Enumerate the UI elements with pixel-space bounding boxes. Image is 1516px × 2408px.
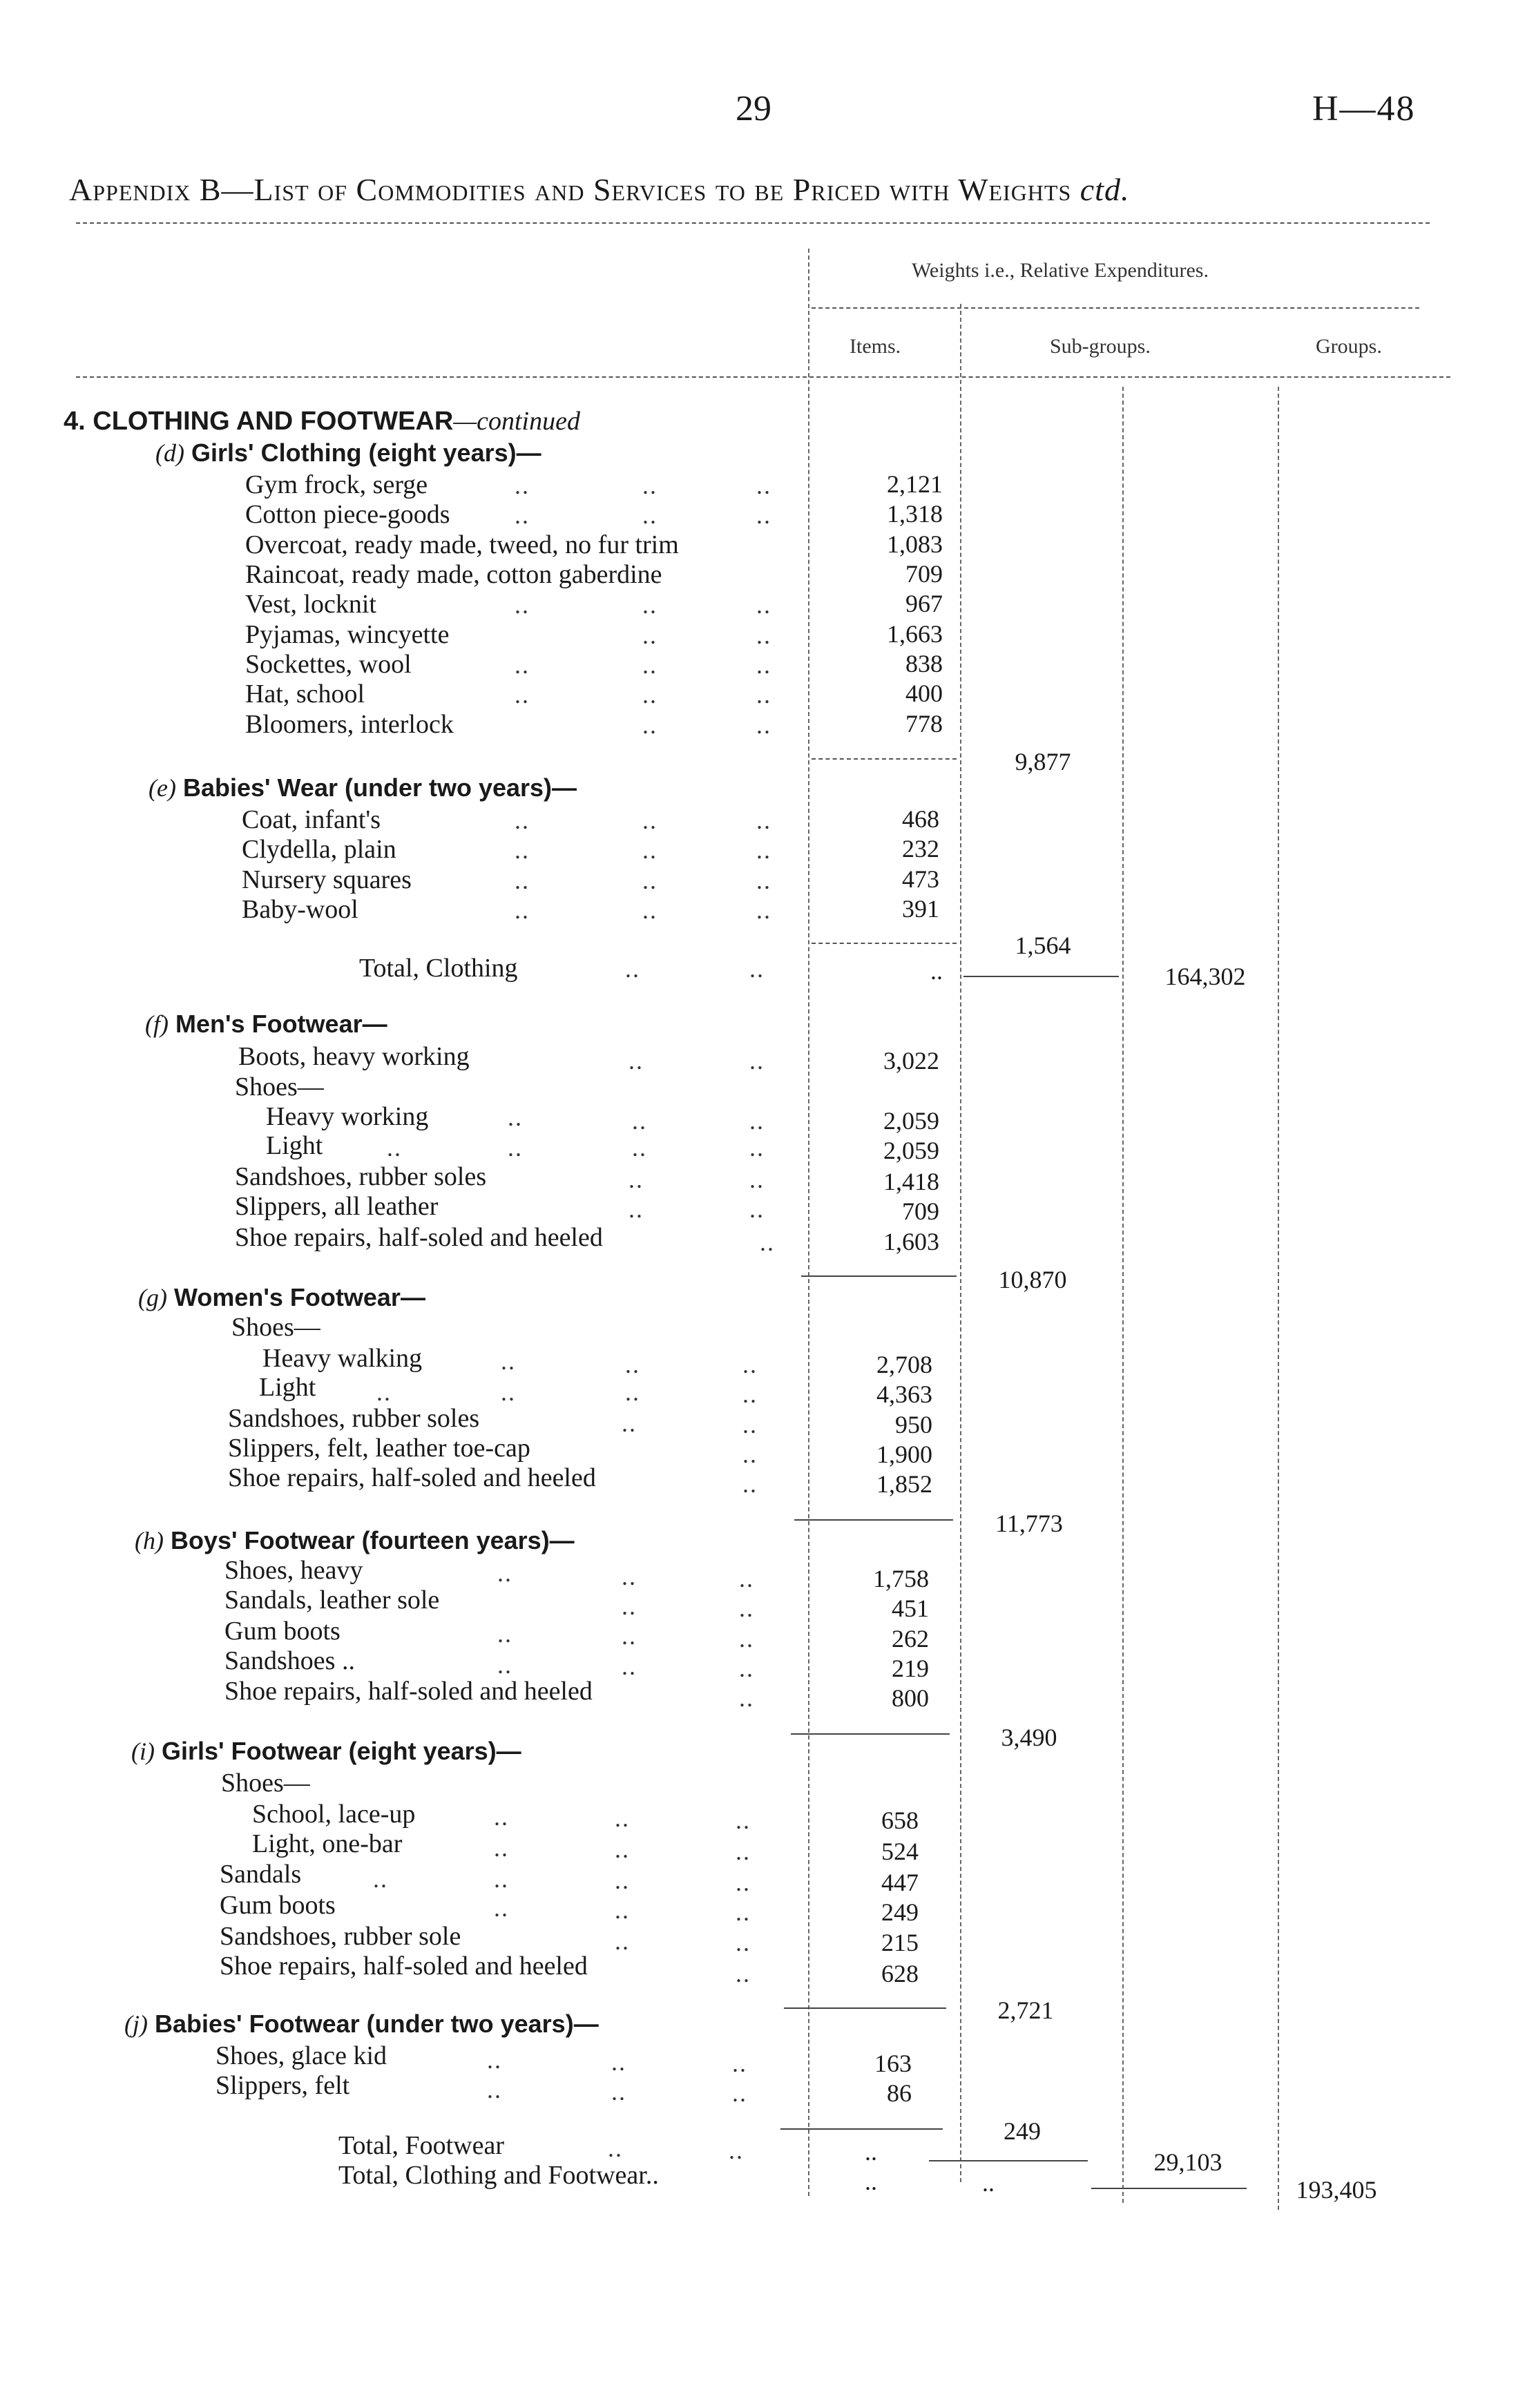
item-value: 800 [892,1684,929,1712]
leader-dots: .. [615,1867,630,1894]
leader-dots: .. [387,1134,402,1162]
item-name: Cotton piece-goods [245,500,450,529]
item-value: 658 [881,1807,919,1834]
leader-dots: .. [622,1563,637,1590]
leader-dots: .. [756,501,771,529]
subgroup-total-h: 3,490 [1001,1724,1057,1751]
leader-dots: .. [732,2079,747,2107]
leader-dots: .. [732,2050,747,2077]
item-value: 778 [905,710,943,738]
leader-dots: .. [497,1559,512,1587]
leader-dots: .. [739,1625,754,1653]
item-name: Pyjamas, wincyette [245,620,450,649]
item-name: Gum boots [224,1617,340,1646]
leader-dots: .. [611,2048,626,2076]
subgroup-total-d: 9,877 [1015,748,1071,776]
leader-dots: .. [508,1134,523,1162]
subgroup-heading-e [148,773,577,802]
item-value: 709 [902,1197,939,1225]
item-value: 1,900 [876,1441,932,1468]
item-value: 232 [902,835,939,863]
document-reference: H—48 [1312,89,1416,128]
leader-dots: .. [611,2078,626,2106]
subtotal-rule [801,1275,957,1277]
subgroup-total-i: 2,721 [997,1996,1054,2024]
leader-dots: .. [632,1134,647,1162]
item-name: Light [259,1373,316,1402]
item-name: Shoe repairs, half-soled and heeled [235,1223,603,1252]
item-name: Shoes, glace kid [215,2041,387,2070]
leader-dots: .. [736,1929,751,1956]
leader-dots: .. [739,1655,754,1682]
leader-dots: .. [756,622,771,649]
items-column-header: Items. [850,335,901,358]
leader-dots: .. [642,472,658,499]
weights-header-rule [812,307,1419,309]
section-continued: —continued [453,407,580,436]
title-rule [76,222,1430,224]
leader-dots: .. [515,807,530,834]
item-value: 838 [905,650,943,677]
leader-dots: .. [515,896,530,924]
leader-dots: .. [739,1684,754,1712]
subgroup-label: (f) [145,1010,169,1038]
subgroup-total-e: 1,564 [1015,932,1071,959]
subgroup-heading-g [138,1283,425,1312]
grand-total: 193,405 [1296,2176,1377,2204]
leader-dots: .. [501,1378,516,1406]
total-all-subgroups: .. [982,2169,995,2197]
subtotal-rule [784,2007,946,2009]
item-name: Shoe repairs, half-soled and heeled [228,1463,596,1492]
total-footwear-label: Total, Footwear [338,2131,505,2160]
leader-dots: .. [756,591,771,619]
item-value: 1,663 [887,620,943,648]
item-value: 400 [905,680,943,707]
leader-dots: .. [508,1104,523,1131]
item-name: Boots, heavy working [238,1042,470,1071]
total-footwear-items: .. [865,2138,877,2166]
subgroup-total-j: 249 [1004,2117,1041,2145]
item-name: Shoe repairs, half-soled and heeled [220,1952,588,1981]
total-all-items: .. [865,2168,877,2195]
leader-dots: .. [376,1378,392,1406]
item-name: Coat, infant's [242,805,381,834]
item-value: 215 [881,1929,919,1956]
leader-dots: .. [615,1896,630,1924]
item-value: 1,318 [887,500,943,528]
leader-dots: .. [742,1411,758,1438]
item-value: 2,121 [887,470,943,498]
leader-dots: .. [494,1803,509,1831]
section-title: 4. CLOTHING AND FOOTWEAR [64,407,454,436]
leader-dots: .. [749,1047,765,1075]
subtotal-rule [794,1519,953,1521]
subgroup-heading-f [145,1010,387,1039]
title-text: Appendix B—List of Commodities and Services to be Priced with Weights [69,172,1072,207]
page-title [69,171,1129,208]
item-name: Hat, school [245,680,365,709]
subgroup-label: (i) [131,1737,155,1765]
item-value: 1,852 [876,1470,932,1498]
leader-dots: .. [642,681,658,709]
leader-dots: .. [615,1836,630,1863]
leader-dots: .. [756,807,771,834]
leader-dots: .. [756,836,771,864]
subgroup-label: (h) [135,1527,164,1554]
total-footwear-group: 29,103 [1153,2148,1222,2176]
leader-dots: .. [373,1865,388,1893]
leader-dots: .. [615,1927,630,1955]
item-name: Sandals [220,1860,302,1889]
leader-dots: .. [742,1470,758,1498]
item-name: Sandals, leather sole [224,1586,440,1615]
leader-dots: .. [515,681,530,709]
subgroup-title: Girls' Clothing (eight years)— [191,439,541,467]
item-name: Vest, locknit [245,590,376,619]
item-name: Heavy walking [262,1344,423,1373]
leader-dots: .. [629,1047,644,1075]
leader-dots: .. [642,591,658,619]
leader-dots: .. [749,1195,765,1223]
item-value: 709 [905,560,943,588]
item-name: Sockettes, wool [245,650,412,679]
column-header-rule [76,376,1450,378]
item-name: Slippers, felt [215,2071,350,2100]
leader-dots: .. [642,836,658,864]
subgroup-title: Women's Footwear— [174,1283,425,1311]
leader-dots: .. [749,955,765,983]
item-value: 967 [905,590,943,617]
leader-dots: .. [736,1838,751,1865]
item-name: Sandshoes, rubber soles [228,1404,480,1433]
leader-dots: .. [642,622,658,649]
subgroup-heading-i [131,1737,521,1766]
total-rule [929,2160,1088,2161]
groups-column-header: Groups. [1316,335,1382,358]
item-name: Slippers, all leather [235,1192,439,1221]
leader-dots: .. [739,1595,754,1622]
item-name: Overcoat, ready made, tweed, no fur trim [245,530,679,559]
subgroup-heading-j [124,2010,599,2039]
item-value: 950 [895,1411,932,1438]
leader-dots: .. [494,1834,509,1862]
total-rule [963,976,1119,977]
subgroup-label: (e) [148,774,176,802]
subgroup-heading-d [155,439,541,468]
subgroup-title: Babies' Footwear (under two years)— [155,2010,599,2038]
leader-dots: .. [642,711,658,739]
subgroup-label: (g) [138,1284,167,1311]
leader-dots: .. [749,1166,765,1193]
subgroup-heading-h [135,1526,575,1555]
item-name: Sandshoes, rubber sole [220,1922,461,1951]
subgroup-title: Girls' Footwear (eight years)— [162,1737,521,1765]
weights-header: Weights i.e., Relative Expenditures. [912,259,1209,282]
leader-dots: .. [742,1441,758,1468]
leader-dots: .. [501,1347,516,1375]
item-name: Shoes— [231,1313,320,1342]
leader-dots: .. [622,1592,637,1620]
leader-dots: .. [622,1622,637,1650]
leader-dots: .. [494,1894,509,1922]
total-clothing-label: Total, Clothing [359,954,518,983]
leader-dots: .. [736,1960,751,1987]
item-value: 628 [881,1960,919,1987]
item-value: 1,418 [883,1168,939,1195]
leader-dots: .. [739,1565,754,1592]
leader-dots: .. [642,867,658,894]
item-value: 219 [892,1655,929,1682]
leader-dots: .. [756,711,771,739]
item-value: 262 [892,1625,929,1653]
item-name: Nursery squares [242,865,412,894]
leader-dots: .. [487,2076,502,2103]
leader-dots: .. [622,1409,637,1437]
item-name: Light, one-bar [252,1829,403,1858]
leader-dots: .. [622,1653,637,1680]
item-value: 391 [902,895,939,923]
page-number: 29 [736,89,771,128]
subgroup-total-f: 10,870 [998,1266,1067,1293]
leader-dots: .. [515,651,530,679]
leader-dots: .. [515,472,530,499]
item-value: 1,603 [883,1228,939,1255]
leader-dots: .. [749,1107,765,1135]
leader-dots: .. [625,955,640,983]
item-name: Shoe repairs, half-soled and heeled [224,1677,593,1706]
leader-dots: .. [608,2135,623,2162]
item-value: 447 [881,1869,919,1896]
total-clothing-group: 164,302 [1164,963,1246,990]
leader-dots: .. [497,1651,512,1679]
item-name: Shoes— [235,1072,324,1101]
item-name: Sandshoes, rubber soles [235,1162,487,1191]
leader-dots: .. [515,836,530,864]
leader-dots: .. [615,1804,630,1832]
leader-dots: .. [625,1351,640,1378]
item-value: 468 [902,805,939,833]
leader-dots: .. [642,501,658,529]
item-name: Slippers, felt, leather toe-cap [228,1434,530,1463]
subgroup-label: (d) [155,439,184,467]
leader-dots: .. [642,651,658,679]
leader-dots: .. [736,1807,751,1834]
leader-dots: .. [736,1898,751,1926]
leader-dots: .. [629,1166,644,1193]
items-column-rule-right [960,304,961,2182]
groups-column-rule [1278,387,1279,2210]
leader-dots: .. [515,591,530,619]
item-name: Gum boots [220,1891,336,1920]
leader-dots: .. [515,501,530,529]
subtotal-rule [812,758,957,760]
subgroup-label: (j) [124,2010,148,2038]
item-name: Gym frock, serge [245,470,428,499]
leader-dots: .. [736,1869,751,1896]
leader-dots: .. [625,1378,640,1406]
leader-dots: .. [729,2137,744,2164]
total-all-label: Total, Clothing and Footwear.. [338,2161,659,2190]
subgroup-title: Babies' Wear (under two years)— [182,773,577,802]
subtotal-rule [791,1733,950,1735]
subgroup-total-g: 11,773 [995,1510,1063,1537]
item-name: Sandshoes .. [224,1646,355,1675]
subtotal-rule [812,943,957,944]
total-clothing-items: .. [930,957,943,985]
leader-dots: .. [497,1620,512,1648]
leader-dots: .. [487,2046,502,2074]
section-heading [64,406,580,436]
item-value: 1,083 [887,530,943,558]
leader-dots: .. [515,867,530,894]
item-value: 4,363 [876,1380,932,1408]
item-name: Heavy working [266,1102,429,1131]
item-name: Light [266,1131,323,1160]
item-value: 2,059 [883,1107,939,1135]
title-suffix: ctd. [1080,172,1130,207]
item-value: 1,758 [873,1565,929,1592]
item-value: 451 [892,1595,929,1622]
item-value: 163 [874,2050,912,2077]
subtotal-rule [780,2128,943,2130]
subgroup-title: Men's Footwear— [175,1010,387,1038]
item-value: 2,708 [876,1351,932,1378]
item-name: Clydella, plain [242,835,396,864]
subgroups-column-header: Sub-groups. [1050,335,1151,358]
leader-dots: .. [629,1195,644,1223]
leader-dots: .. [742,1351,758,1378]
leader-dots: .. [642,896,658,924]
leader-dots: .. [494,1865,509,1893]
subgroups-column-rule [1122,387,1124,2203]
item-name: School, lace-up [252,1800,416,1829]
grand-total-rule [1091,2188,1247,2189]
subgroup-title: Boys' Footwear (fourteen years)— [171,1526,575,1554]
leader-dots: .. [749,1134,765,1162]
item-value: 524 [881,1838,919,1865]
leader-dots: .. [632,1107,647,1135]
leader-dots: .. [756,651,771,679]
item-name: Baby-wool [242,895,358,924]
item-value: 2,059 [883,1137,939,1164]
item-name: Bloomers, interlock [245,710,454,739]
item-value: 86 [887,2079,912,2107]
leader-dots: .. [756,472,771,499]
item-value: 249 [881,1898,919,1926]
leader-dots: .. [756,681,771,709]
item-name: Shoes— [221,1769,310,1798]
item-name: Raincoat, ready made, cotton gaberdine [245,560,662,589]
item-name: Shoes, heavy [224,1556,363,1585]
item-value: 3,022 [883,1047,939,1075]
item-value: 473 [902,865,939,893]
leader-dots: .. [742,1380,758,1408]
leader-dots: .. [756,896,771,924]
leader-dots: .. [756,867,771,894]
leader-dots: .. [760,1229,775,1256]
leader-dots: .. [642,807,658,834]
